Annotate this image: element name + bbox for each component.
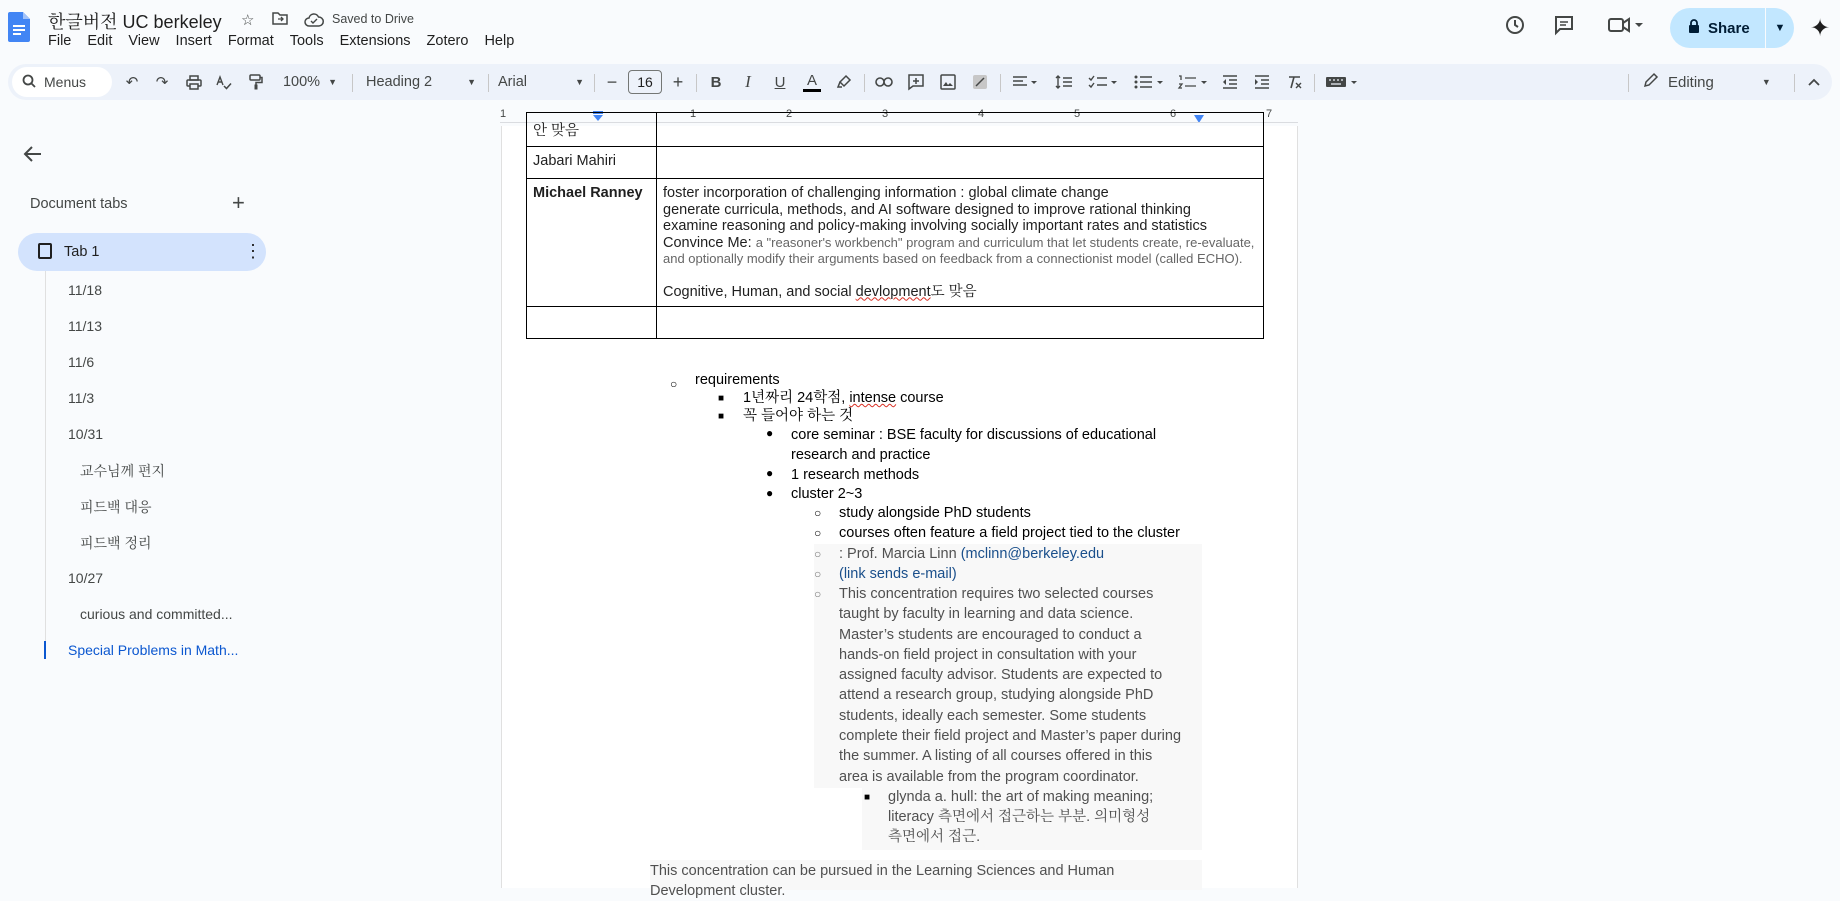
ruler-number: 4 [978,108,985,120]
text-color-icon[interactable]: A [800,70,824,94]
cell-line: foster incorporation of challenging information : global climate change [663,185,1109,201]
zoom-select[interactable] [280,70,340,94]
filled-bullet: ● [766,486,774,500]
print-icon[interactable] [182,70,206,94]
table-row [527,113,1264,147]
menus-search-label: Menus [44,74,87,90]
table-row [527,307,1264,339]
document-tabs-heading: Document tabs [30,196,128,212]
paragraph-line: Master’s students are encouraged to conduct a [839,626,1142,643]
hull-line: 측면에서 접근. [888,829,981,845]
bottom-paragraph-continued: Development cluster. [650,883,786,899]
bulleted-list-icon[interactable] [1130,70,1168,94]
cell-text: Michael Ranney [533,185,643,201]
ruler-number: 3 [882,108,889,120]
list-item [743,388,944,408]
menu-help[interactable]: Help [484,33,515,49]
move-folder-icon[interactable] [272,11,288,29]
filled-bullet: ● [766,466,774,480]
divider [594,74,595,92]
toolbar [8,64,1832,100]
ruler-number: 5 [1074,108,1081,120]
spellcheck-icon[interactable] [212,70,236,94]
outline-item[interactable]: 11/13 [68,318,102,334]
list-text: course [896,390,944,406]
title-bar [0,0,1840,56]
cognitive-text [663,284,1257,301]
style-value: Heading 2 [366,74,433,90]
menus-search[interactable] [12,67,112,97]
increase-indent-icon[interactable] [1250,70,1274,94]
divider [696,74,697,92]
outline-item[interactable]: curious and committed... [80,606,233,622]
paragraph-line: students, ideally each semester. Some students [839,707,1147,724]
list-item-continued: research and practice [791,447,931,463]
list-text: 1년짜리 24학점, [743,390,850,406]
table-cell[interactable] [657,307,1264,339]
divider [352,74,353,92]
highlight-color-icon[interactable] [832,70,856,94]
square-bullet: ■ [864,792,871,803]
outline-item[interactable]: 피드백 정리 [80,535,152,551]
meet-video-icon[interactable] [1606,14,1646,40]
style-select[interactable] [366,70,476,94]
cell-text: 안 맞음 [533,123,580,139]
cognitive-suffix: 도 맞음 [930,283,977,300]
table-cell[interactable] [527,307,657,339]
input-tools-icon[interactable] [1322,70,1362,94]
table-row [527,147,1264,179]
list-item: requirements [695,372,780,388]
clear-formatting-icon[interactable] [1282,70,1306,94]
active-outline-indicator [44,641,46,659]
save-status: Saved to Drive [332,12,414,26]
table-cell[interactable] [527,179,657,307]
misspelled-word[interactable]: intense [849,390,897,406]
outline-item[interactable]: 11/3 [68,390,95,406]
square-bullet: ■ [718,393,725,404]
paragraph-line: the summer. A listing of all courses offered in this [839,748,1153,765]
share-label: Share [1708,19,1750,37]
outline-item[interactable]: 11/6 [68,354,95,370]
chevron-down-icon: ▼ [328,77,337,87]
menu-edit[interactable]: Edit [87,33,113,49]
share-dropdown-icon[interactable]: ▼ [1774,22,1786,34]
filled-bullet: ● [766,426,774,440]
outline-item[interactable]: 11/18 [68,282,102,298]
hull-line: glynda a. hull: the art of making meaning; [888,789,1154,805]
hollow-bullet: ○ [814,567,822,581]
search-icon [22,74,36,91]
decrease-indent-icon[interactable] [1218,70,1242,94]
hollow-bullet: ○ [814,506,822,520]
outline-item-active[interactable]: Special Problems in Math... [68,642,239,658]
square-bullet: ■ [718,411,725,422]
cell-text: Jabari Mahiri [533,153,616,169]
editing-mode-label: Editing [1668,73,1714,91]
menu-bar [40,33,522,49]
table-cell[interactable] [527,147,657,179]
align-icon[interactable] [1008,70,1042,94]
table-cell[interactable] [527,113,657,147]
chevron-down-icon: ▼ [1761,77,1771,87]
editing-mode-select[interactable] [1644,70,1771,94]
hollow-bullet: ○ [670,377,678,391]
table-cell[interactable] [657,147,1264,179]
clear-formatting-highlight-icon[interactable] [968,70,992,94]
zoom-value: 100% [282,74,321,90]
paragraph-line: attend a research group, studying alongside PhD [839,687,1154,704]
gemini-sparkle-icon[interactable]: ✦ [1810,15,1831,42]
menu-format[interactable]: Format [227,33,274,49]
cognitive-prefix: Cognitive, Human, and social [663,283,856,300]
spacer [663,268,1257,284]
menu-file[interactable]: File [48,33,72,49]
email-link-note[interactable]: (link sends e-mail) [839,566,957,582]
font-select[interactable] [498,70,584,94]
pencil-icon [1644,73,1658,91]
cell-line: examine reasoning and policy-making involving socially important rates and statistics [663,218,1208,234]
insert-image-icon[interactable] [936,70,960,94]
list-item: 1 research methods [791,467,920,483]
version-history-icon[interactable] [1502,14,1528,40]
comments-icon[interactable] [1551,14,1577,40]
cloud-saved-icon[interactable] [304,13,324,31]
list-item [839,544,1104,564]
list-item [888,787,1153,847]
hollow-bullet: ○ [814,526,822,540]
list-item: 꼭 들어야 하는 것 [743,408,854,424]
convince-prefix: Convince Me: [663,234,756,251]
document-title[interactable]: 한글버전 UC berkeley [48,12,222,32]
google-docs-logo-icon[interactable] [8,12,30,42]
list-item: cluster 2~3 [791,486,863,502]
hollow-bullet: ○ [814,547,822,561]
share-button[interactable] [1670,8,1794,48]
divider [1314,74,1315,92]
paragraph-line: This concentration requires two selected courses [839,586,1154,602]
divider [1000,74,1001,92]
list-item: courses often feature a field project tied to the cluster [839,525,1180,541]
paragraph-line: complete their field project and Master’s paper during [839,728,1182,745]
ruler-number: 1 [690,108,697,120]
chevron-down-icon: ▼ [575,77,584,87]
line-spacing-icon[interactable] [1050,70,1078,94]
underline-icon[interactable]: U [774,73,786,91]
concentration-paragraph [839,584,1181,787]
back-arrow-icon[interactable] [24,142,42,168]
font-size-input[interactable]: 16 [628,70,662,94]
star-icon[interactable]: ☆ [241,12,255,29]
share-main-button[interactable] [1670,8,1766,48]
lock-icon [1688,19,1700,38]
outline-item[interactable]: 10/27 [68,570,104,586]
paragraph-line: assigned faculty advisor. Students are expected to [839,667,1163,684]
document-table[interactable] [526,112,1264,339]
ruler-number: 1 [500,108,507,120]
paragraph-line: taught by faculty in learning and data science. [839,606,1134,623]
decrease-font-size-icon[interactable]: − [606,71,618,92]
undo-icon[interactable]: ↶ [125,74,139,91]
checklist-icon[interactable] [1084,70,1122,94]
convince-description: a "reasoner's workbench" program and curriculum that let students create, re-evaluate, and optionally modify their arguments based on feedback from a connectionist model (called ECHO). [663,234,1255,266]
italic-icon[interactable]: I [745,72,751,91]
menu-extensions[interactable]: Extensions [339,33,411,49]
divider [1794,74,1795,92]
bold-icon[interactable]: B [710,73,722,91]
menu-tools[interactable]: Tools [289,33,324,49]
ruler-number: 6 [1170,108,1177,120]
bottom-paragraph: This concentration can be pursued in the Learning Sciences and Human [650,863,1115,879]
prof-text: : Prof. Marcia Linn [839,546,961,562]
table-row [527,179,1264,307]
outline-item[interactable]: 10/31 [68,426,104,442]
menu-zotero[interactable]: Zotero [426,33,469,49]
paragraph-line: area is available from the program coordinator. [839,768,1139,785]
increase-font-size-icon[interactable]: + [672,71,684,92]
redo-icon[interactable]: ↷ [155,74,169,91]
divider [1628,74,1629,92]
ruler-number: 7 [1266,108,1273,120]
menu-view[interactable]: View [128,33,160,49]
divider [864,74,865,92]
chevron-down-icon: ▼ [467,77,476,87]
font-value: Arial [498,74,528,90]
numbered-list-icon[interactable] [1174,70,1212,94]
paragraph-line: hands-on field project in consultation with your [839,646,1137,663]
ruler-number: 2 [786,108,793,120]
add-comment-icon[interactable] [904,70,928,94]
cell-line: generate curricula, methods, and AI software designed to improve rational thinking [663,201,1191,218]
hollow-bullet: ○ [814,587,822,601]
document-outline-sidebar [0,126,300,888]
insert-link-icon[interactable] [872,70,896,94]
tab-1[interactable] [18,233,266,271]
tab-label: Tab 1 [64,244,100,260]
table-cell[interactable] [657,179,1264,307]
misspelled-word[interactable]: devlopment [855,283,931,300]
hull-line: literacy 측면에서 접근하는 부분. 의미형성 [888,809,1151,825]
divider [488,74,489,92]
paint-format-icon[interactable] [244,70,268,94]
outline-item[interactable]: 피드백 대응 [80,499,152,515]
table-cell[interactable] [657,113,1264,147]
menu-insert[interactable]: Insert [175,33,212,49]
document-page[interactable] [501,123,1298,899]
document-icon [38,243,52,259]
convince-me-text [663,235,1257,268]
list-item: study alongside PhD students [839,505,1031,521]
more-options-icon[interactable]: ⋮ [244,241,262,261]
add-tab-icon[interactable]: + [232,190,245,215]
hide-menus-chevron-up-icon[interactable] [1802,70,1826,94]
email-link[interactable]: (mclinn@berkeley.edu [960,546,1105,562]
list-item: core seminar : BSE faculty for discussions of educational [791,427,1157,443]
outline-item[interactable]: 교수님께 편지 [80,463,166,479]
outline-guide-line [45,271,46,651]
